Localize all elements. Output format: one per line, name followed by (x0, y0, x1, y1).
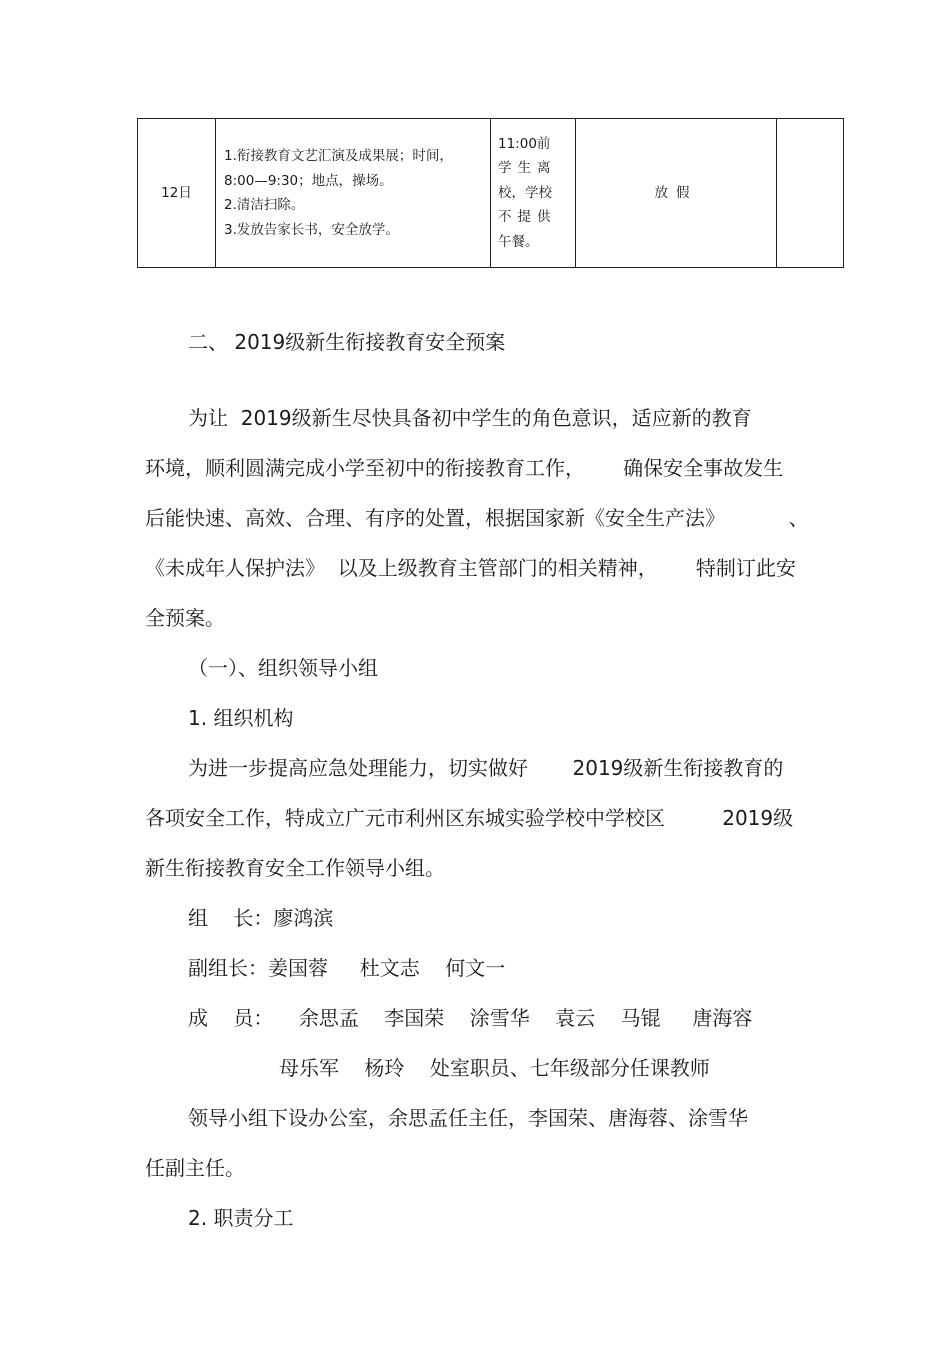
paragraph-line: 任副主任。 (145, 1156, 245, 1180)
time-note-line: 11:00前 (498, 135, 551, 152)
item-heading: 2. 职责分工 (188, 1206, 294, 1230)
paragraph-line: 为让 2019级新生尽快具备初中学生的角色意识，适应新的教育 (188, 406, 752, 430)
time-note-cell (491, 119, 576, 268)
members-line: 母乐军 杨玲 处室职员、七年级部分任课教师 (279, 1056, 710, 1080)
activity-line: 3.发放告家长书，安全放学。 (224, 221, 399, 238)
time-note-line: 校，学校 (498, 184, 552, 201)
subsection-heading: （一）、组织领导小组 (188, 656, 378, 680)
paragraph-line: 《未成年人保护法》 以及上级教育主管部门的相关精神， 特制订此安 (145, 556, 796, 580)
time-note-line: 午餐。 (498, 233, 539, 250)
activity-line: 1.衔接教育文艺汇演及成果展；时间， (224, 148, 453, 164)
activities-cell (216, 119, 491, 268)
activity-line: 2.清洁扫除。 (224, 197, 305, 213)
paragraph-line: 新生衔接教育安全工作领导小组。 (145, 856, 445, 880)
paragraph-line: 后能快速、高效、合理、有序的处置，根据国家新《安全生产法》 、 (145, 506, 809, 530)
members-line: 成 员： 余思孟 李国荣 涂雪华 袁云 马锟 唐海容 (188, 1006, 753, 1030)
empty-cell (777, 119, 844, 268)
paragraph-line: 环境，顺利圆满完成小学至初中的衔接教育工作， 确保安全事故发生 (145, 456, 784, 480)
table-row (138, 119, 844, 268)
activity-line: 8:00—9:30；地点，操场。 (224, 172, 393, 189)
section-title: 二、 2019级新生衔接教育安全预案 (188, 330, 506, 354)
paragraph-line: 各项安全工作，特成立广元市利州区东城实验学校中学校区 2019级 (145, 806, 794, 830)
deputy-line: 副组长：姜国蓉 杜文志 何文一 (188, 956, 506, 980)
day-cell: 12日 (138, 119, 216, 268)
schedule-table (137, 118, 844, 268)
time-note-line: 学生离 (498, 160, 557, 177)
time-note-line: 不提供 (498, 209, 557, 226)
item-heading: 1. 组织机构 (188, 706, 294, 730)
leader-line: 组 长：廖鸿滨 (188, 906, 334, 930)
remark-cell: 放假 (576, 119, 777, 268)
paragraph-line: 领导小组下设办公室，余思孟任主任，李国荣、唐海蓉、涂雪华 (188, 1106, 748, 1130)
paragraph-line: 为进一步提高应急处理能力，切实做好 2019级新生衔接教育的 (188, 756, 784, 780)
paragraph-line: 全预案。 (145, 606, 225, 630)
